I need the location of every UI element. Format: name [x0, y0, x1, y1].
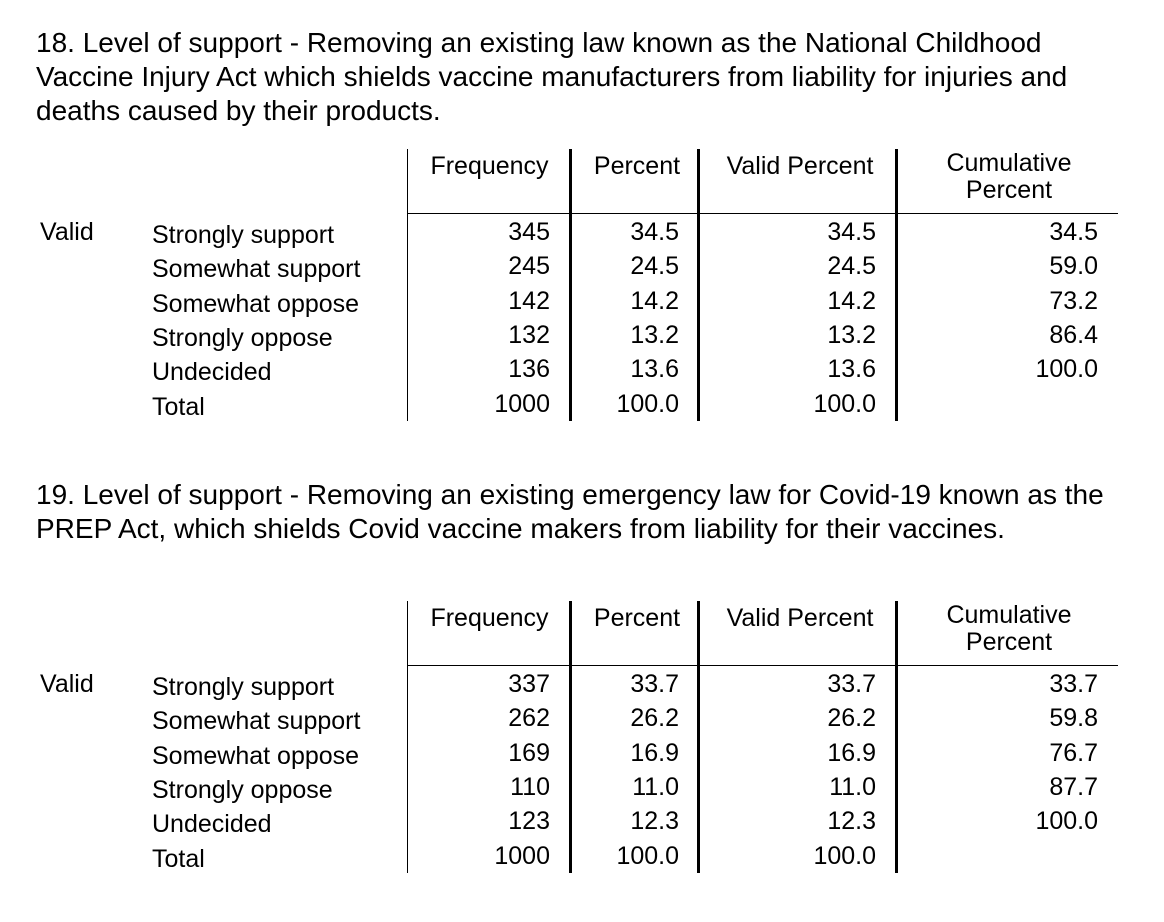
- table-row-label: Somewhat support: [152, 255, 361, 283]
- cell-valid-percent: 16.9: [827, 739, 876, 767]
- column-divider: [407, 149, 408, 421]
- cell-percent: 34.5: [630, 218, 679, 246]
- cell-valid-percent: 14.2: [827, 287, 876, 315]
- column-header-percent: Percent: [593, 604, 681, 632]
- row-group-label: Valid: [40, 218, 94, 246]
- column-divider: [569, 149, 572, 421]
- cell-valid-percent: 13.6: [827, 355, 876, 383]
- header-rule: [408, 213, 1118, 214]
- frequency-table-section: [0, 0, 1164, 440]
- cell-valid-percent: 100.0: [813, 390, 876, 418]
- column-header-cumulative-line1: Cumulative: [946, 149, 1072, 177]
- cell-valid-percent: 11.0: [829, 773, 876, 801]
- cell-cumulative-percent: 100.0: [1035, 807, 1098, 835]
- column-header-percent: Percent: [593, 152, 681, 180]
- table-row-label: Strongly support: [152, 673, 335, 701]
- cell-percent: 11.0: [632, 773, 679, 801]
- cell-valid-percent: 100.0: [813, 842, 876, 870]
- cell-cumulative-percent: 87.7: [1049, 773, 1098, 801]
- cell-percent: 13.6: [630, 355, 679, 383]
- column-header-cumulative-line2: Percent: [965, 176, 1053, 204]
- cell-cumulative-percent: 76.7: [1049, 739, 1098, 767]
- cell-frequency: 110: [510, 773, 550, 801]
- cell-valid-percent: 12.3: [827, 807, 876, 835]
- column-header-valid-percent: Valid Percent: [726, 604, 874, 632]
- cell-frequency: 345: [508, 218, 550, 246]
- cell-frequency: 337: [508, 670, 550, 698]
- cell-percent: 12.3: [630, 807, 679, 835]
- table-row-label: Strongly oppose: [152, 776, 333, 804]
- column-header-valid-percent: Valid Percent: [726, 152, 874, 180]
- cell-percent: 26.2: [630, 704, 679, 732]
- cell-cumulative-percent: 100.0: [1035, 355, 1098, 383]
- cell-percent: 16.9: [630, 739, 679, 767]
- table-row-label: Strongly oppose: [152, 324, 333, 352]
- cell-frequency: 262: [508, 704, 550, 732]
- cell-percent: 100.0: [616, 842, 679, 870]
- cell-frequency: 136: [508, 355, 550, 383]
- cell-percent: 100.0: [616, 390, 679, 418]
- column-divider: [697, 149, 700, 421]
- table-row-label: Undecided: [152, 810, 272, 838]
- column-header-frequency: Frequency: [430, 604, 549, 632]
- table-row-label: Strongly support: [152, 221, 335, 249]
- column-header-cumulative-line2: Percent: [965, 628, 1053, 656]
- table-title: 19. Level of support - Removing an existing emergency law for Covid-19 known as the PREP Act, which shields Covid vaccine makers from liability for their vaccines.: [36, 479, 1104, 544]
- table-row-label: Undecided: [152, 358, 272, 386]
- cell-cumulative-percent: 33.7: [1049, 670, 1098, 698]
- cell-frequency: 245: [508, 252, 550, 280]
- cell-cumulative-percent: 59.8: [1049, 704, 1098, 732]
- table-row-label: Somewhat oppose: [152, 742, 360, 770]
- column-header-cumulative-line1: Cumulative: [946, 601, 1072, 629]
- cell-percent: 13.2: [630, 321, 679, 349]
- table-row-label: Total: [152, 845, 205, 873]
- frequency-table: [0, 0, 1164, 440]
- cell-cumulative-percent: 86.4: [1049, 321, 1098, 349]
- frequency-table: [0, 452, 1164, 892]
- cell-frequency: 142: [508, 287, 550, 315]
- row-group-label: Valid: [40, 670, 94, 698]
- cell-valid-percent: 24.5: [827, 252, 876, 280]
- table-title: 18. Level of support - Removing an existing law known as the National Childhood Vaccine Injury Act which shields vaccine manufacturers from liability for injuries and deaths caused by their products.: [36, 27, 1068, 126]
- cell-valid-percent: 26.2: [827, 704, 876, 732]
- table-row-label: Total: [152, 393, 205, 421]
- cell-percent: 33.7: [630, 670, 679, 698]
- cell-frequency: 1000: [494, 390, 550, 418]
- cell-frequency: 169: [508, 739, 550, 767]
- cell-valid-percent: 33.7: [827, 670, 876, 698]
- column-divider: [407, 601, 408, 873]
- cell-percent: 24.5: [630, 252, 679, 280]
- cell-percent: 14.2: [630, 287, 679, 315]
- table-row-label: Somewhat oppose: [152, 290, 360, 318]
- frequency-table-section: [0, 452, 1164, 892]
- cell-valid-percent: 13.2: [827, 321, 876, 349]
- cell-cumulative-percent: 73.2: [1049, 287, 1098, 315]
- cell-valid-percent: 34.5: [827, 218, 876, 246]
- cell-frequency: 1000: [494, 842, 550, 870]
- cell-frequency: 132: [508, 321, 550, 349]
- column-divider: [569, 601, 572, 873]
- cell-cumulative-percent: 34.5: [1049, 218, 1098, 246]
- table-row-label: Somewhat support: [152, 707, 361, 735]
- header-rule: [408, 665, 1118, 666]
- cell-cumulative-percent: 59.0: [1049, 252, 1098, 280]
- column-header-frequency: Frequency: [430, 152, 549, 180]
- column-divider: [697, 601, 700, 873]
- cell-frequency: 123: [508, 807, 550, 835]
